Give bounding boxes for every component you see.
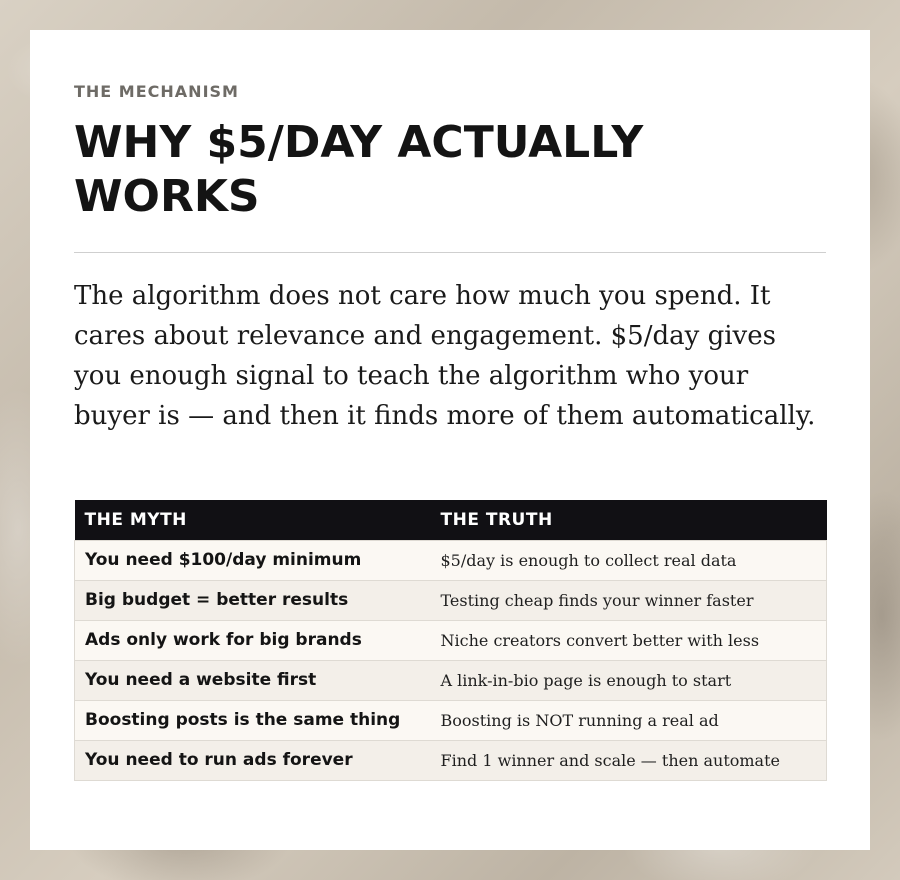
truth-cell: Niche creators convert better with less bbox=[431, 620, 827, 660]
myth-cell: Big budget = better results bbox=[75, 580, 431, 620]
truth-cell: Find 1 winner and scale — then automate bbox=[431, 740, 827, 780]
table-row bbox=[75, 620, 827, 660]
table-row bbox=[75, 580, 827, 620]
myth-cell: You need to run ads forever bbox=[75, 740, 431, 780]
table-row bbox=[75, 660, 827, 700]
truth-cell: $5/day is enough to collect real data bbox=[431, 540, 827, 580]
myth-cell: You need $100/day minimum bbox=[75, 540, 431, 580]
table-row bbox=[75, 740, 827, 780]
header-myth: THE MYTH bbox=[75, 500, 431, 540]
table-row bbox=[75, 700, 827, 740]
table-row bbox=[75, 540, 827, 580]
myth-cell: Boosting posts is the same thing bbox=[75, 700, 431, 740]
myth-truth-table bbox=[74, 500, 827, 781]
header-truth: THE TRUTH bbox=[431, 500, 827, 540]
divider bbox=[74, 252, 826, 253]
truth-cell: A link-in-bio page is enough to start bbox=[431, 660, 827, 700]
content-card bbox=[30, 30, 870, 850]
section-eyebrow: THE MECHANISM bbox=[74, 82, 239, 101]
truth-cell: Testing cheap finds your winner faster bbox=[431, 580, 827, 620]
myth-cell: You need a website first bbox=[75, 660, 431, 700]
myth-cell: Ads only work for big brands bbox=[75, 620, 431, 660]
truth-cell: Boosting is NOT running a real ad bbox=[431, 700, 827, 740]
intro-paragraph: The algorithm does not care how much you spend. It cares about relevance and engagement. $5/day gives you enough signal to teach the algorithm who your buyer is — and then it finds more of them automatically. bbox=[74, 281, 816, 431]
page-title: WHY $5/DAY ACTUALLY WORKS bbox=[74, 117, 644, 222]
table-header-row bbox=[75, 500, 827, 540]
